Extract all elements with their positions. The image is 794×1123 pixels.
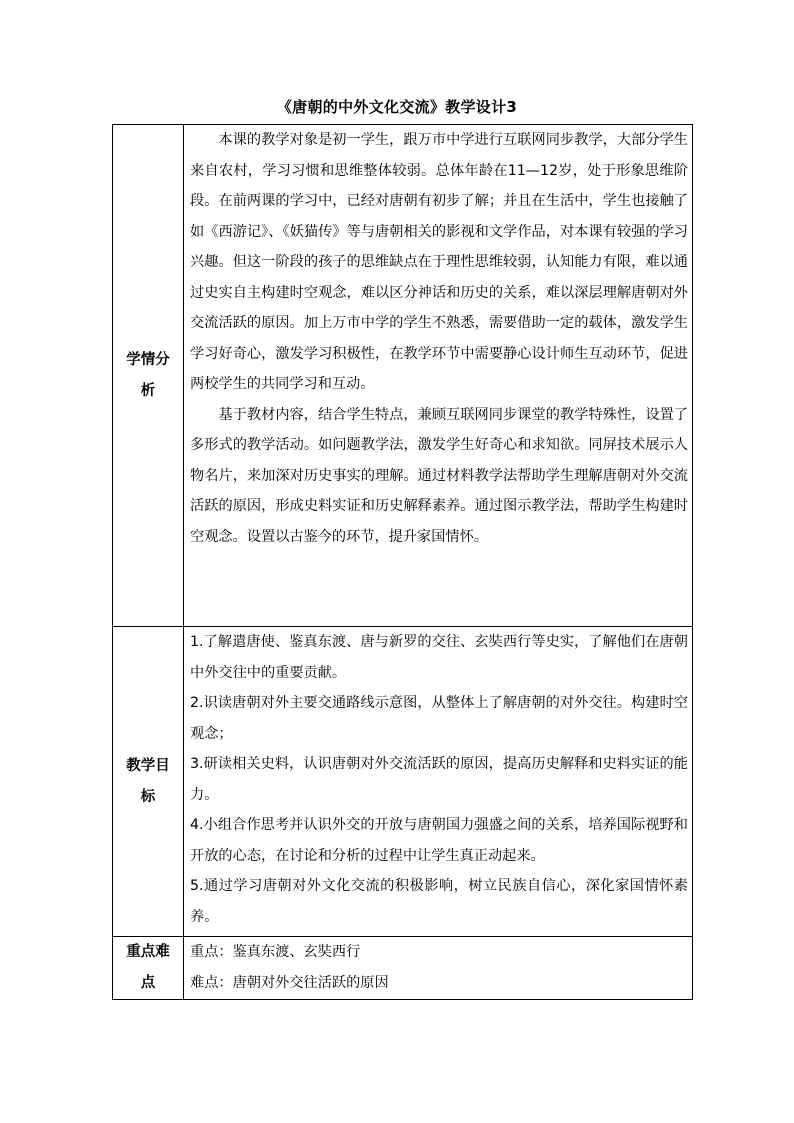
row-label-key-difficult-points xyxy=(113,937,184,1000)
row-label-line: 教学目 xyxy=(126,757,170,774)
table-row-key-difficult-points xyxy=(113,937,693,1000)
row-label-line: 重点难 xyxy=(126,944,170,960)
goal-item: 3.研读相关史料，认识唐朝对外交流活跃的原因，提高历史解释和史料实证的能力。 xyxy=(190,756,688,803)
lesson-plan-table xyxy=(112,124,693,1000)
difficult-point-item: 难点：唐朝对外交往活跃的原因 xyxy=(190,974,389,991)
key-point-item: 重点：鉴真东渡、玄奘西行 xyxy=(190,944,361,960)
row-content-student-analysis xyxy=(184,125,693,627)
page-title: 《唐朝的中外文化交流》教学设计3 xyxy=(276,98,518,116)
row-content-teaching-goals xyxy=(184,627,693,937)
analysis-paragraph: 本课的教学对象是初一学生，跟万市中学进行互联网同步教学，大部分学生来自农村，学习习惯和思维整体较弱。总体年龄在11—12岁，处于形象思维阶段。在前两课的学习中，已经对唐朝有初步了解；并且在生活中，学生也接触了如《西游记》、《妖猫传》等与唐朝相关的影视和文学作品，对本课有较强的学习兴趣。但这一阶段的孩子的思维缺点在于理性思维较弱，认知能力有限，难以通过史实自主构建时空观念，难以区分神话和历史的关系，难以深层理解唐朝对外交流活跃的原因。加上万市中学的学生不熟悉，需要借助一定的载体，激发学生学习好奇心，激发学习积极性，在教学环节中需要静心设计师生互动环节，促进两校学生的共同学习和互动。 xyxy=(190,132,688,392)
goal-item: 5.通过学习唐朝对外文化交流的积极影响，树立民族自信心，深化家国情怀素养。 xyxy=(190,878,688,925)
row-label-teaching-goals xyxy=(113,627,184,937)
goal-item: 2.识读唐朝对外主要交通路线示意图，从整体上了解唐朝的对外交往。构建时空观念； xyxy=(190,695,688,742)
table-row-teaching-goals xyxy=(113,627,693,937)
goal-item: 1.了解遣唐使、鉴真东渡、唐与新罗的交往、玄奘西行等史实，了解他们在唐朝中外交往中的重要贡献。 xyxy=(190,634,688,681)
row-label-student-analysis xyxy=(113,125,184,627)
table-row-student-analysis xyxy=(113,125,693,627)
row-label-line: 析 xyxy=(140,382,156,399)
goal-item: 4.小组合作思考并认识外交的开放与唐朝国力强盛之间的关系，培养国际视野和开放的心态，在讨论和分析的过程中让学生真正动起来。 xyxy=(190,817,688,864)
row-label-line: 学情分 xyxy=(126,351,170,368)
row-label-line: 点 xyxy=(140,975,156,991)
row-content-key-difficult-points xyxy=(184,937,693,1000)
row-label-line: 标 xyxy=(140,788,156,805)
analysis-paragraph: 基于教材内容，结合学生特点，兼顾互联网同步课堂的教学特殊性，设置了多形式的教学活动。如问题教学法，激发学生好奇心和求知欲。同屏技术展示人物名片，来加深对历史事实的理解。通过材料教学法帮助学生理解唐朝对外交流活跃的原因，形成史料实证和历史解释素养。通过图示教学法，帮助学生构建时空观念。设置以古鉴今的环节，提升家国情怀。 xyxy=(190,406,688,545)
